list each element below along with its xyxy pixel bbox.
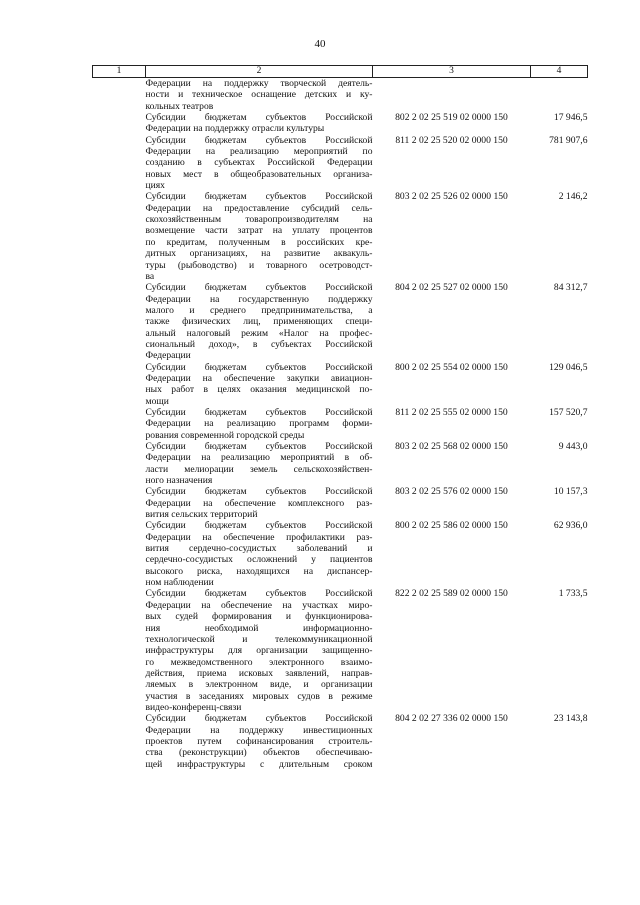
- subsidy-name-line: Субсидии бюджетам субъектов Российской: [145, 588, 373, 600]
- budget-code-cell: 822 2 02 25 589 02 0000 150: [395, 588, 508, 600]
- subsidy-name-line: Субсидии бюджетам субъектов Российской: [145, 191, 373, 203]
- subsidy-name-cell: [146, 486, 373, 520]
- row-index-cell: [93, 407, 146, 441]
- row-index-cell: [93, 191, 146, 282]
- subsidy-name-cell: [146, 588, 373, 713]
- amount-cell: 9 443,0: [558, 441, 588, 452]
- row-index-cell: [93, 362, 146, 407]
- budget-code-cell: 803 2 02 25 568 02 0000 150: [395, 441, 508, 452]
- table-row: [93, 191, 588, 282]
- amount-cell: 157 520,7: [549, 406, 588, 418]
- budget-code-cell: 803 2 02 25 526 02 0000 150: [395, 191, 508, 203]
- subsidy-name-line: сиональный доход», в субъектах Российской: [145, 338, 373, 350]
- subsidy-name-line: Субсидии бюджетам субъектов Российской: [145, 520, 373, 532]
- table-row: [93, 362, 588, 407]
- subsidy-name-line: рования современной городской среды: [145, 429, 305, 441]
- subsidy-name-line: дитных организациях, на развитие аквакуль-: [145, 248, 373, 260]
- table-header-row: [93, 66, 588, 78]
- subsidy-name-line: Федерации на государственную поддержку: [145, 293, 373, 305]
- table-row: [93, 713, 588, 770]
- subsidy-name-line: Федерации на поддержку инвестиционных: [145, 724, 373, 736]
- subsidy-name-line: альный налоговый режим «Налог на профес-: [145, 327, 373, 339]
- subsidy-name-line: циях: [145, 180, 165, 192]
- row-index-cell: [93, 486, 146, 520]
- budget-code-cell: 803 2 02 25 576 02 0000 150: [395, 486, 508, 498]
- table-row: [93, 78, 588, 113]
- subsidy-name-line: ния необходимой информационно-: [145, 622, 373, 634]
- subsidy-name-cell: [146, 441, 373, 486]
- subsidy-name-line: ляемых в электронном виде, и организации: [145, 679, 373, 691]
- subsidy-name-line: Федерации на обеспечение закупки авиацион-: [145, 372, 373, 384]
- subsidy-name-line: высокого риска, находящихся на диспансер-: [145, 565, 373, 577]
- subsidy-name-line: Субсидии бюджетам субъектов Российской: [145, 486, 373, 498]
- row-index-cell: [93, 588, 146, 713]
- subsidy-name-line: ном наблюдении: [145, 577, 214, 589]
- table-row: [93, 112, 588, 135]
- subsidy-name-cell: [146, 407, 373, 441]
- subsidy-name-line: го межведомственного электронного взаимо-: [145, 656, 373, 668]
- subsidy-name-line: Федерации на обеспечение профилактики раз-: [145, 531, 373, 543]
- amount-cell: 62 936,0: [553, 520, 588, 532]
- subsidy-name-line: вития сердечно-сосудистых заболеваний и: [145, 543, 373, 555]
- subsidy-name-cell: [146, 713, 373, 770]
- row-index-cell: [93, 520, 146, 588]
- budget-code-cell: 804 2 02 27 336 02 0000 150: [395, 713, 508, 725]
- budget-code-cell: 811 2 02 25 520 02 0000 150: [395, 134, 508, 146]
- subsidy-name-cell: [146, 191, 373, 282]
- subsidy-name-line: вых судей формирования и функционирова-: [145, 611, 373, 623]
- column-header-1: 1: [93, 66, 146, 78]
- subsidy-name-line: ности и техническое оснащение детских и ку-: [145, 89, 373, 101]
- row-index-cell: [93, 441, 146, 486]
- subsidy-name-line: ва: [145, 270, 155, 282]
- subsidy-name-cell: [146, 282, 373, 361]
- table-row: [93, 282, 588, 361]
- subsidy-name-cell: [146, 520, 373, 588]
- subsidy-name-line: ласти мелиорации земель сельскохозяйствен-: [145, 463, 373, 475]
- subsidy-name-line: проектов путем софинансирования строитель-: [145, 735, 373, 747]
- subsidy-name-line: также физических лиц, применяющих специ-: [145, 316, 373, 328]
- subsidy-name-line: новых мест в общеобразовательных организа-: [145, 168, 373, 180]
- subsidy-name-line: Федерации на обеспечение комплексного раз-: [145, 497, 373, 509]
- column-header-4: 4: [531, 66, 588, 78]
- subsidy-name-line: ного назначения: [145, 475, 213, 487]
- amount-cell: 781 907,6: [549, 134, 588, 146]
- subsidy-name-line: Федерации: [145, 350, 191, 362]
- row-index-cell: [93, 713, 146, 770]
- subsidy-name-line: Субсидии бюджетам субъектов Российской: [145, 361, 373, 373]
- budget-code-cell: 800 2 02 25 586 02 0000 150: [395, 520, 508, 532]
- subsidy-name-line: Федерации на реализацию мероприятий по: [145, 146, 373, 158]
- subsidy-name-line: Субсидии бюджетам субъектов Российской: [145, 282, 373, 294]
- subsidy-name-line: малого и среднего предпринимательства, а: [145, 304, 373, 316]
- subsidies-table: [92, 65, 588, 770]
- row-index-cell: [93, 282, 146, 361]
- subsidy-name-line: сердечно-сосудистых осложнений у пациентов: [145, 554, 373, 566]
- subsidy-name-line: туры (рыбоводство) и товарного осетроводст-: [145, 259, 373, 271]
- subsidy-name-line: Федерации на реализацию программ форми-: [145, 418, 373, 430]
- page-number: 40: [314, 38, 326, 50]
- subsidy-name-cell: [146, 135, 373, 192]
- budget-code-cell: 800 2 02 25 554 02 0000 150: [395, 361, 508, 373]
- subsidy-name-line: Федерации на поддержку творческой деятель-: [145, 78, 373, 89]
- subsidy-name-line: участия в заседаниях мировых судов в режиме: [145, 690, 373, 702]
- subsidy-name-line: мощи: [145, 395, 169, 407]
- budget-code-cell: [373, 78, 531, 113]
- budget-code-cell: 802 2 02 25 519 02 0000 150: [395, 112, 508, 124]
- amount-cell: [531, 78, 588, 113]
- budget-code-cell: 804 2 02 25 527 02 0000 150: [395, 282, 508, 294]
- amount-cell: 84 312,7: [553, 282, 588, 294]
- subsidy-name-line: Субсидии бюджетам субъектов Российской: [145, 713, 373, 725]
- table-row: [93, 407, 588, 441]
- amount-cell: 23 143,8: [553, 713, 588, 725]
- amount-cell: 129 046,5: [549, 361, 588, 373]
- table-row: [93, 588, 588, 713]
- subsidy-name-line: по кредитам, полученным в российских кре-: [145, 236, 373, 248]
- subsidy-name-line: инфраструктуры для организации защищенно-: [145, 645, 373, 657]
- subsidy-name-line: Федерации на реализацию мероприятий в об-: [145, 452, 373, 464]
- subsidy-name-line: щей инфраструктуры с длительным сроком: [145, 758, 373, 770]
- table-row: [93, 135, 588, 192]
- subsidy-name-line: Федерации на поддержку отрасли культуры: [145, 123, 325, 135]
- row-index-cell: [93, 112, 146, 135]
- subsidy-name-line: Субсидии бюджетам субъектов Российской: [145, 112, 373, 124]
- table-row: [93, 486, 588, 520]
- subsidy-name-line: созданию в субъектах Российской Федерации: [145, 157, 373, 169]
- column-header-3: 3: [373, 66, 531, 78]
- subsidy-name-line: технологической и телекоммуникационной: [145, 633, 373, 645]
- subsidy-name-line: Субсидии бюджетам субъектов Российской: [145, 406, 373, 418]
- subsidy-name-line: Федерации на предоставление субсидий сель-: [145, 202, 373, 214]
- subsidy-name-cell: [146, 362, 373, 407]
- subsidy-name-line: Субсидии бюджетам субъектов Российской: [145, 134, 373, 146]
- subsidy-name-line: возмещение части затрат на уплату процентов: [145, 225, 373, 237]
- amount-cell: 10 157,3: [553, 486, 588, 498]
- subsidy-name-line: вития сельских территорий: [145, 509, 258, 521]
- table-body: [93, 78, 588, 770]
- subsidy-name-line: действия, приема исковых заявлений, направ-: [145, 667, 373, 679]
- subsidy-name-line: кольных театров: [145, 100, 214, 112]
- amount-cell: 2 146,2: [558, 191, 588, 203]
- row-index-cell: [93, 135, 146, 192]
- column-header-2: 2: [146, 66, 373, 78]
- subsidy-name-line: ства (реконструкции) объектов обеспечиваю-: [145, 747, 373, 759]
- subsidy-name-line: Субсидии бюджетам субъектов Российской: [145, 441, 373, 452]
- subsidy-name-cell: [146, 112, 373, 135]
- subsidy-name-line: скохозяйственным товаропроизводителям на: [145, 214, 373, 226]
- table-row: [93, 441, 588, 486]
- row-index-cell: [93, 78, 146, 113]
- subsidy-name-line: Федерации на обеспечение на участках миро-: [145, 599, 373, 611]
- budget-code-cell: 811 2 02 25 555 02 0000 150: [395, 406, 508, 418]
- amount-cell: 1 733,5: [558, 588, 588, 600]
- amount-cell: 17 946,5: [553, 112, 588, 124]
- subsidy-name-line: ных работ в целях оказания медицинской по-: [145, 384, 373, 396]
- subsidy-name-line: видео-конференц-связи: [145, 701, 242, 713]
- subsidy-name-cell: [146, 78, 373, 113]
- table-row: [93, 520, 588, 588]
